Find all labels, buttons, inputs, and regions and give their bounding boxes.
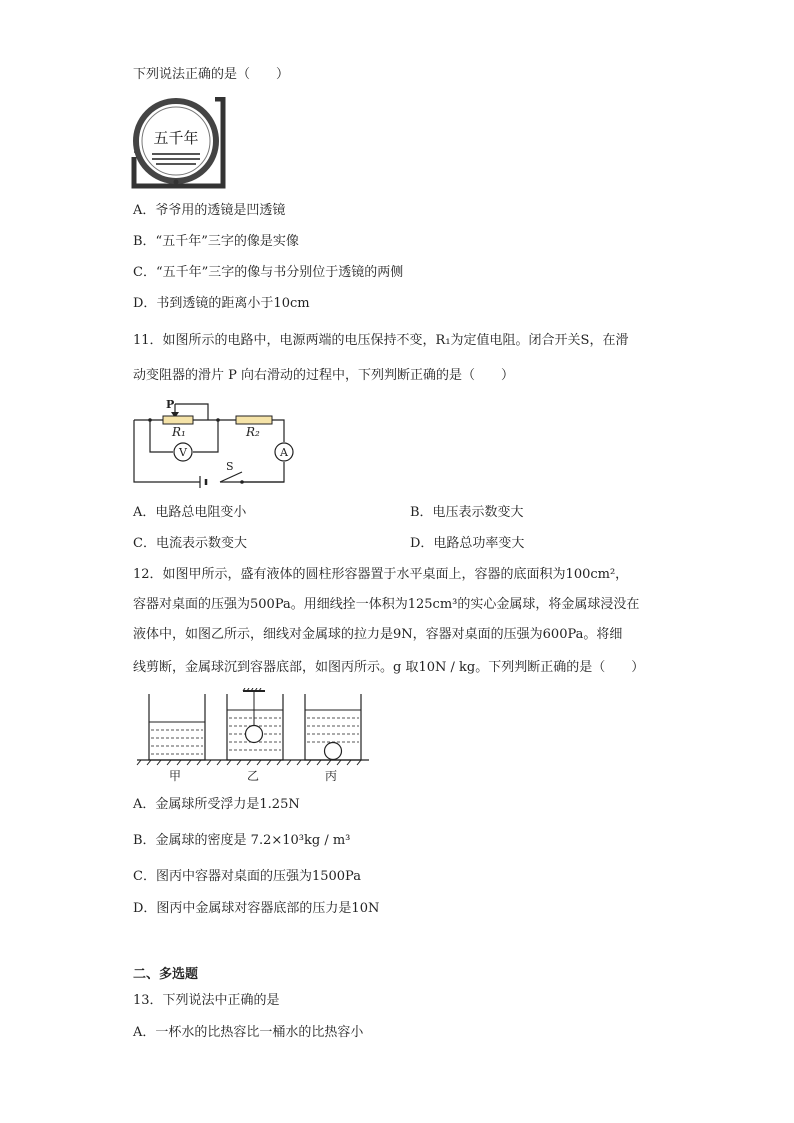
q10-option-a: A．爷爷用的透镜是凹透镜	[133, 203, 286, 218]
q11-option-b: B．电压表示数变大	[410, 505, 524, 520]
q12-label-jia: 甲	[168, 769, 182, 783]
q11-label-r1: R₁	[172, 425, 186, 439]
q12-option-d: D．图丙中金属球对容器底部的压力是10N	[133, 901, 380, 916]
q11-label-r2: R₂	[246, 425, 260, 439]
q11-label-s: S	[226, 460, 234, 473]
q10-option-d: D．书到透镜的距离小于10cm	[133, 296, 310, 311]
q12-stem-line4: 线剪断，金属球沉到容器底部，如图丙所示。g 取10N / kg。下列判断正确的是（ ）	[133, 660, 645, 675]
q11-option-d: D．电路总功率变大	[410, 536, 525, 551]
q12-option-b: B．金属球的密度是 7.2×10³kg / m³	[133, 833, 351, 848]
section-title-multi-choice: 二、多选题	[133, 967, 199, 982]
q10-stem: 下列说法正确的是（ ）	[133, 67, 290, 82]
q11-option-c: C．电流表示数变大	[133, 536, 247, 551]
q11-option-a: A．电路总电阻变小	[133, 505, 247, 520]
q12-stem-line2: 容器对桌面的压强为500Pa。用细线拴一体积为125cm³的实心金属球，将金属球浸没在	[133, 597, 640, 612]
q11-stem-line2: 动变阻器的滑片 P 向右滑动的过程中，下列判断正确的是（ ）	[133, 368, 515, 383]
q11-circuit-figure	[130, 396, 296, 488]
q10-figure-text: 五千年	[153, 129, 199, 147]
q12-stem-line1: 12．如图甲所示，盛有液体的圆柱形容器置于水平桌面上，容器的底面积为100cm²，	[133, 567, 629, 582]
q11-stem-line1: 11．如图所示的电路中，电源两端的电压保持不变，R₁为定值电阻。闭合开关S，在滑	[133, 333, 629, 348]
q10-magnifier-figure	[130, 97, 226, 189]
q12-label-bing: 丙	[324, 769, 338, 783]
q10-option-c: C．“五千年”三字的像与书分别位于透镜的两侧	[133, 265, 404, 280]
q11-label-a: A	[280, 446, 288, 459]
q10-option-b: B．“五千年”三字的像是实像	[133, 234, 299, 249]
q12-label-yi: 乙	[246, 769, 260, 783]
q11-label-v: V	[179, 446, 187, 459]
q12-option-c: C．图丙中容器对桌面的压强为1500Pa	[133, 869, 361, 884]
q12-option-a: A．金属球所受浮力是1.25N	[133, 797, 300, 812]
q11-label-p: P	[166, 398, 175, 411]
q13-option-a: A．一杯水的比热容比一桶水的比热容小	[133, 1025, 364, 1040]
q12-containers-figure	[133, 688, 373, 784]
q12-stem-line3: 液体中，如图乙所示，细线对金属球的拉力是9N，容器对桌面的压强为600Pa。将细	[133, 627, 623, 642]
q13-stem: 13．下列说法中正确的是	[133, 993, 280, 1008]
